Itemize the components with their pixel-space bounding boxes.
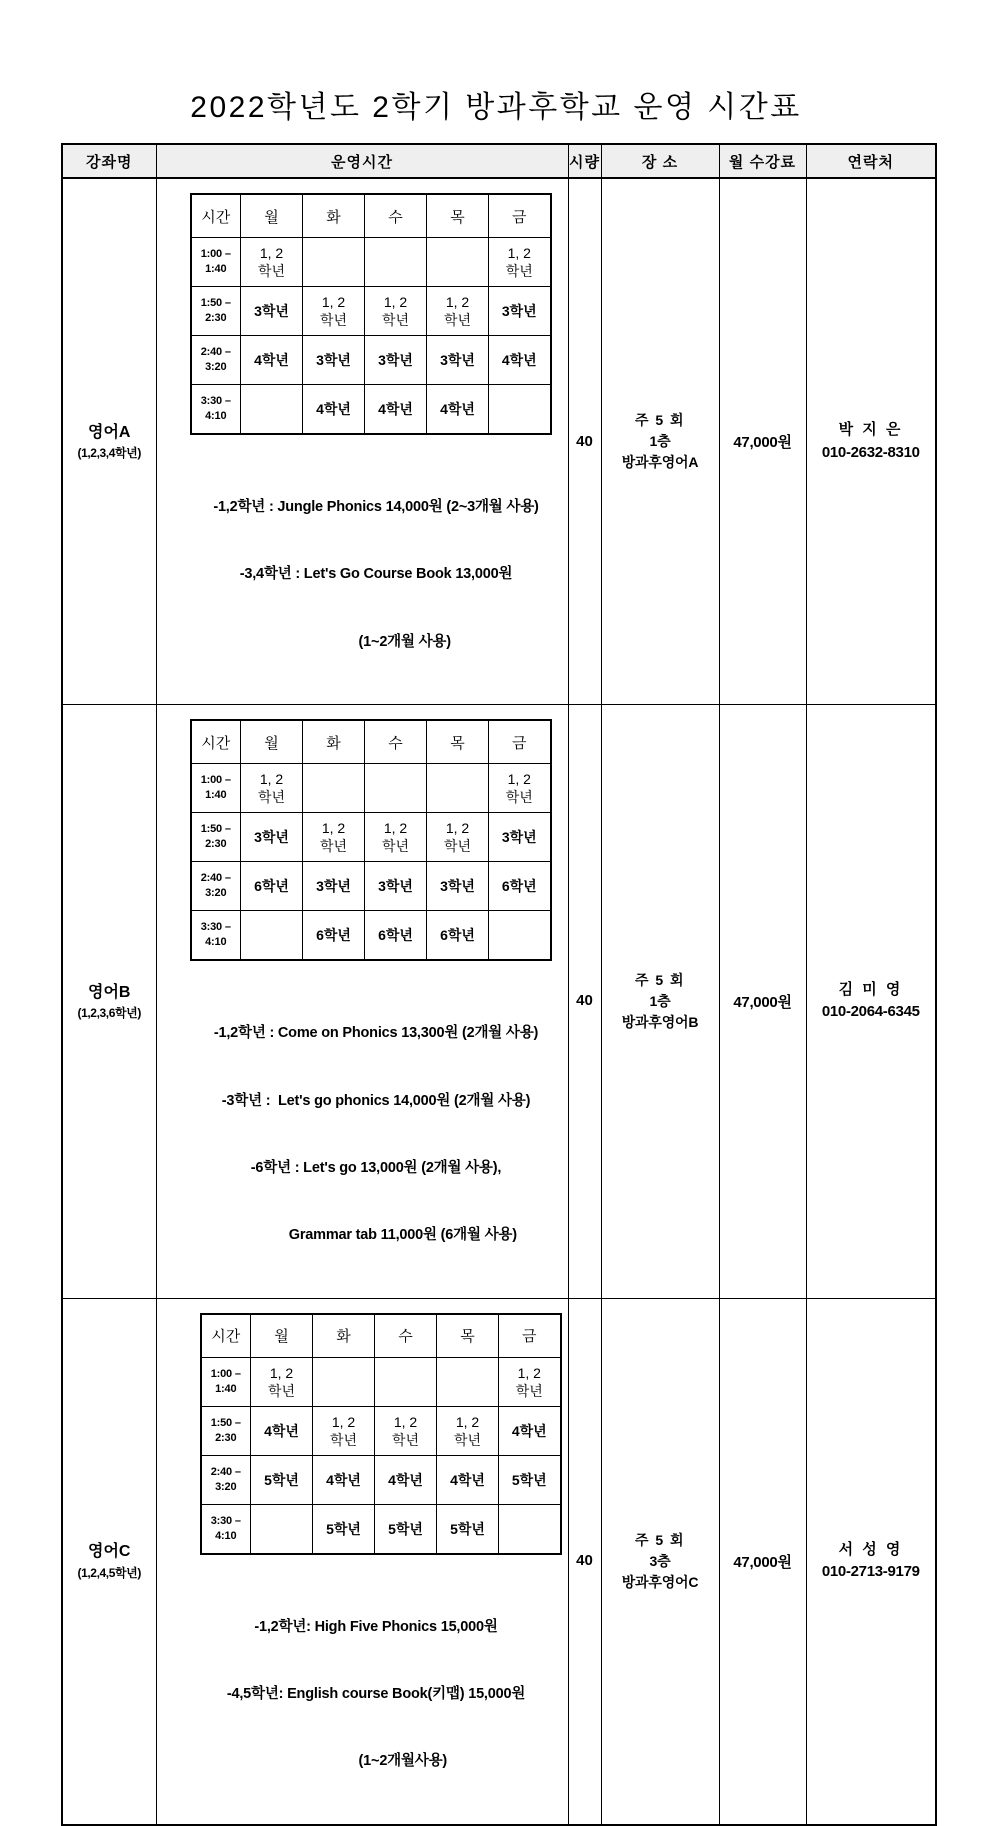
- slot-thu: [437, 1357, 499, 1406]
- note-line: -1,2학년: High Five Phonics 15,000원: [254, 1618, 498, 1635]
- week-header-fri: 금: [489, 194, 551, 238]
- time-slot-label: 3:30 – 4:10: [191, 911, 241, 961]
- place-room: 방과후영어B: [621, 1013, 699, 1030]
- slot-thu: 4학년: [437, 1455, 499, 1504]
- note-line: -3,4학년 : Let's Go Course Book 13,000원: [239, 566, 513, 583]
- time-slot-label: 2:40 – 3:20: [191, 862, 241, 911]
- hours-cell: 40: [568, 705, 601, 1299]
- teacher-phone: 010-2064-6345: [821, 1003, 920, 1021]
- table-header-row: [62, 144, 936, 178]
- place-frequency: 주 5 회: [634, 1531, 686, 1548]
- week-header-thu: 목: [437, 1314, 499, 1358]
- weekly-schedule-grid: [190, 719, 552, 961]
- course-name-cell: [62, 1298, 156, 1825]
- page-title: 2022학년도 2학기 방과후학교 운영 시간표: [190, 91, 802, 124]
- schedule-row: [191, 764, 551, 813]
- place-floor: 1층: [649, 433, 671, 450]
- slot-tue: [303, 764, 365, 813]
- course-title: 영어B: [88, 983, 131, 1001]
- slot-wed: 3학년: [365, 862, 427, 911]
- week-header-fri: 금: [499, 1314, 561, 1358]
- slot-fri: 4학년: [499, 1406, 561, 1455]
- slot-fri: 5학년: [499, 1455, 561, 1504]
- place-room: 방과후영어A: [621, 454, 699, 471]
- contact-cell: [806, 1298, 936, 1825]
- week-header-time: 시간: [201, 1314, 251, 1358]
- header-hours: 시량: [568, 144, 601, 178]
- slot-mon: 4학년: [241, 336, 303, 385]
- slot-tue: 1, 2 학년: [303, 813, 365, 862]
- slot-tue: 3학년: [303, 336, 365, 385]
- slot-thu: 3학년: [427, 336, 489, 385]
- slot-wed: 1, 2 학년: [375, 1406, 437, 1455]
- slot-fri: 3학년: [489, 287, 551, 336]
- slot-thu: [427, 764, 489, 813]
- slot-tue: [313, 1357, 375, 1406]
- textbook-notes: [185, 977, 568, 1292]
- header-operating-time: 운영시간: [156, 144, 568, 178]
- slot-thu: 1, 2 학년: [437, 1406, 499, 1455]
- table-row: [62, 178, 936, 705]
- time-slot-label: 1:50 – 2:30: [191, 813, 241, 862]
- header-monthly-fee: 월 수강료: [719, 144, 806, 178]
- place-room: 방과후영어C: [621, 1573, 699, 1590]
- time-slot-label: 1:00 – 1:40: [201, 1357, 251, 1406]
- note-line: -4,5학년: English course Book(키맵) 15,000원: [226, 1686, 526, 1703]
- slot-fri: [489, 385, 551, 435]
- fee-cell: 47,000원: [719, 178, 806, 705]
- contact-cell: [806, 705, 936, 1299]
- slot-wed: 4학년: [365, 385, 427, 435]
- hours-cell: 40: [568, 1298, 601, 1825]
- slot-fri: 6학년: [489, 862, 551, 911]
- slot-mon: 4학년: [251, 1406, 313, 1455]
- slot-wed: 6학년: [365, 911, 427, 961]
- place-cell: [601, 178, 719, 705]
- place-floor: 1층: [649, 992, 671, 1009]
- time-slot-label: 1:50 – 2:30: [201, 1406, 251, 1455]
- slot-mon: [241, 385, 303, 435]
- slot-thu: 1, 2 학년: [427, 813, 489, 862]
- note-line: Grammar tab 11,000원 (6개월 사용): [235, 1227, 517, 1244]
- time-slot-label: 1:50 – 2:30: [191, 287, 241, 336]
- slot-tue: 5학년: [313, 1504, 375, 1554]
- slot-wed: 1, 2 학년: [365, 287, 427, 336]
- slot-wed: [375, 1357, 437, 1406]
- schedule-row: [191, 336, 551, 385]
- textbook-notes: [185, 1571, 568, 1818]
- timetable: [61, 143, 937, 1826]
- slot-fri: 3학년: [489, 813, 551, 862]
- week-header-wed: 수: [365, 720, 427, 764]
- slot-thu: [427, 238, 489, 287]
- operating-time-cell: [156, 705, 568, 1299]
- slot-mon: [251, 1504, 313, 1554]
- schedule-row: [191, 813, 551, 862]
- slot-thu: 6학년: [427, 911, 489, 961]
- schedule-row: [191, 385, 551, 435]
- slot-mon: [241, 911, 303, 961]
- slot-mon: 3학년: [241, 287, 303, 336]
- operating-time-cell: [156, 1298, 568, 1825]
- slot-tue: 4학년: [303, 385, 365, 435]
- teacher-name: 서 성 영: [838, 1540, 903, 1558]
- teacher-name: 박 지 은: [838, 421, 903, 439]
- place-frequency: 주 5 회: [634, 412, 686, 429]
- weekly-schedule-grid: [190, 193, 552, 435]
- slot-tue: [303, 238, 365, 287]
- slot-thu: 5학년: [437, 1504, 499, 1554]
- time-slot-label: 1:00 – 1:40: [191, 238, 241, 287]
- slot-fri: 1, 2 학년: [489, 764, 551, 813]
- week-header-wed: 수: [375, 1314, 437, 1358]
- slot-thu: 4학년: [427, 385, 489, 435]
- slot-fri: [489, 911, 551, 961]
- time-slot-label: 3:30 – 4:10: [191, 385, 241, 435]
- time-slot-label: 2:40 – 3:20: [201, 1455, 251, 1504]
- week-header-thu: 목: [427, 194, 489, 238]
- course-grades: (1,2,3,6학년): [77, 1006, 141, 1021]
- slot-tue: 1, 2 학년: [313, 1406, 375, 1455]
- week-header-row: [191, 720, 551, 764]
- operating-time-cell: [156, 178, 568, 705]
- slot-fri: 1, 2 학년: [489, 238, 551, 287]
- note-line: (1~2개월 사용): [301, 633, 451, 650]
- week-header-mon: 월: [241, 194, 303, 238]
- header-contact: 연락처: [806, 144, 936, 178]
- slot-tue: 6학년: [303, 911, 365, 961]
- note-line: -3학년 : Let's go phonics 14,000원 (2개월 사용): [221, 1092, 531, 1109]
- week-header-mon: 월: [251, 1314, 313, 1358]
- slot-tue: 1, 2 학년: [303, 287, 365, 336]
- week-header-thu: 목: [427, 720, 489, 764]
- teacher-name: 김 미 영: [838, 980, 903, 998]
- slot-wed: 5학년: [375, 1504, 437, 1554]
- slot-mon: 1, 2 학년: [241, 764, 303, 813]
- slot-fri: 1, 2 학년: [499, 1357, 561, 1406]
- slot-wed: 4학년: [375, 1455, 437, 1504]
- fee-cell: 47,000원: [719, 705, 806, 1299]
- time-slot-label: 1:00 – 1:40: [191, 764, 241, 813]
- teacher-phone: 010-2713-9179: [821, 1563, 920, 1581]
- schedule-row: [191, 862, 551, 911]
- slot-wed: 1, 2 학년: [365, 813, 427, 862]
- course-name-cell: [62, 705, 156, 1299]
- schedule-row: [191, 911, 551, 961]
- schedule-row: [201, 1455, 561, 1504]
- header-place: 장 소: [601, 144, 719, 178]
- note-line: (1~2개월사용): [304, 1753, 448, 1770]
- course-name-cell: [62, 178, 156, 705]
- week-header-row: [191, 194, 551, 238]
- fee-cell: 47,000원: [719, 1298, 806, 1825]
- week-header-fri: 금: [489, 720, 551, 764]
- week-header-tue: 화: [313, 1314, 375, 1358]
- slot-wed: [365, 764, 427, 813]
- time-slot-label: 2:40 – 3:20: [191, 336, 241, 385]
- course-title: 영어A: [88, 423, 131, 441]
- course-title: 영어C: [88, 1543, 131, 1561]
- slot-mon: 5학년: [251, 1455, 313, 1504]
- table-row: [62, 1298, 936, 1825]
- week-header-mon: 월: [241, 720, 303, 764]
- schedule-row: [201, 1504, 561, 1554]
- slot-fri: [499, 1504, 561, 1554]
- place-cell: [601, 1298, 719, 1825]
- slot-mon: 6학년: [241, 862, 303, 911]
- place-cell: [601, 705, 719, 1299]
- slot-tue: 4학년: [313, 1455, 375, 1504]
- schedule-row: [201, 1357, 561, 1406]
- note-line: -1,2학년 : Jungle Phonics 14,000원 (2~3개월 사용): [213, 498, 539, 515]
- course-grades: (1,2,3,4학년): [77, 446, 141, 461]
- week-header-tue: 화: [303, 194, 365, 238]
- slot-fri: 4학년: [489, 336, 551, 385]
- week-header-time: 시간: [191, 720, 241, 764]
- place-frequency: 주 5 회: [634, 971, 686, 988]
- slot-mon: 1, 2 학년: [241, 238, 303, 287]
- slot-mon: 1, 2 학년: [251, 1357, 313, 1406]
- weekly-schedule-grid: [200, 1313, 562, 1555]
- note-line: -1,2학년 : Come on Phonics 13,300원 (2개월 사용): [213, 1025, 539, 1042]
- course-grades: (1,2,4,5학년): [77, 1566, 141, 1580]
- week-header-tue: 화: [303, 720, 365, 764]
- hours-cell: 40: [568, 178, 601, 705]
- time-slot-label: 3:30 – 4:10: [201, 1504, 251, 1554]
- slot-thu: 1, 2 학년: [427, 287, 489, 336]
- place-floor: 3층: [649, 1552, 671, 1569]
- slot-wed: 3학년: [365, 336, 427, 385]
- contact-cell: [806, 178, 936, 705]
- note-line: -6학년 : Let's go 13,000원 (2개월 사용),: [250, 1159, 502, 1176]
- teacher-phone: 010-2632-8310: [821, 443, 920, 461]
- slot-thu: 3학년: [427, 862, 489, 911]
- week-header-row: [201, 1314, 561, 1358]
- table-row: [62, 705, 936, 1299]
- slot-tue: 3학년: [303, 862, 365, 911]
- week-header-time: 시간: [191, 194, 241, 238]
- slot-mon: 3학년: [241, 813, 303, 862]
- textbook-notes: [185, 451, 568, 698]
- week-header-wed: 수: [365, 194, 427, 238]
- header-course-name: 강좌명: [62, 144, 156, 178]
- schedule-row: [201, 1406, 561, 1455]
- schedule-row: [191, 238, 551, 287]
- schedule-row: [191, 287, 551, 336]
- slot-wed: [365, 238, 427, 287]
